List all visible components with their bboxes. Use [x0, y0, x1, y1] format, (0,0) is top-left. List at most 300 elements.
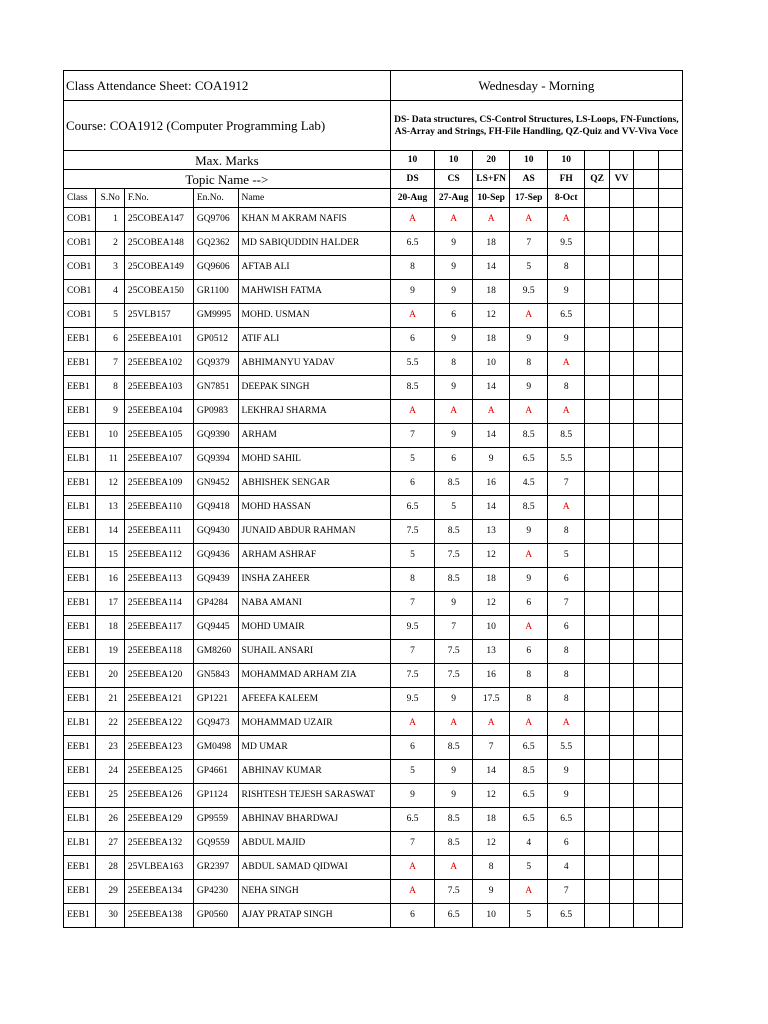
mark-cell: 8.5 [547, 424, 585, 448]
topic-name-cell: DS [390, 170, 435, 189]
session-title: Wednesday - Morning [390, 71, 682, 101]
enrollment-cell: GQ9390 [193, 424, 238, 448]
mark-cell: 7.5 [435, 640, 473, 664]
mark-cell: 4 [547, 856, 585, 880]
enrollment-cell: GQ9559 [193, 832, 238, 856]
empty-mark-cell [658, 664, 682, 688]
mark-cell: A [435, 856, 473, 880]
table-row [64, 400, 683, 424]
mark-cell: A [510, 400, 548, 424]
student-name-cell: AFTAB ALI [238, 256, 390, 280]
serial-cell: 25 [96, 784, 124, 808]
mark-cell: 8 [435, 352, 473, 376]
empty-mark-cell [634, 808, 658, 832]
mark-cell: 14 [472, 376, 510, 400]
date-header: 20-Aug [390, 189, 435, 208]
empty-mark-cell [609, 544, 633, 568]
serial-cell: 20 [96, 664, 124, 688]
sheet-title: Class Attendance Sheet: COA1912 [64, 71, 391, 101]
empty-mark-cell [658, 832, 682, 856]
mark-cell: 9.5 [390, 688, 435, 712]
empty-mark-cell [585, 352, 609, 376]
max-marks-cell: 10 [547, 151, 585, 170]
student-name-cell: KHAN M AKRAM NAFIS [238, 208, 390, 232]
empty-mark-cell [634, 448, 658, 472]
empty-mark-cell [609, 256, 633, 280]
file-number-cell: 25COBEA150 [124, 280, 193, 304]
empty-mark-cell [634, 856, 658, 880]
mark-cell: A [547, 400, 585, 424]
empty-mark-cell [634, 328, 658, 352]
mark-cell: 8.5 [435, 520, 473, 544]
mark-cell: 9 [472, 448, 510, 472]
table-row [64, 208, 683, 232]
mark-cell: A [435, 712, 473, 736]
empty-mark-cell [609, 568, 633, 592]
file-number-cell: 25EEBEA113 [124, 568, 193, 592]
serial-cell: 22 [96, 712, 124, 736]
empty-mark-cell [658, 472, 682, 496]
mark-cell: A [510, 208, 548, 232]
max-marks-cell [609, 151, 633, 170]
class-cell: EEB1 [64, 856, 96, 880]
mark-cell: A [472, 712, 510, 736]
student-name-cell: MD UMAR [238, 736, 390, 760]
empty-mark-cell [585, 208, 609, 232]
table-row [64, 520, 683, 544]
table-row [64, 760, 683, 784]
enrollment-cell: GP4284 [193, 592, 238, 616]
mark-cell: 9 [435, 760, 473, 784]
student-name-cell: MOHD. USMAN [238, 304, 390, 328]
max-marks-cell: 10 [510, 151, 548, 170]
enrollment-cell: GQ9394 [193, 448, 238, 472]
table-row [64, 784, 683, 808]
enrollment-cell: GN7851 [193, 376, 238, 400]
mark-cell: 5.5 [547, 736, 585, 760]
empty-mark-cell [658, 856, 682, 880]
mark-cell: 8 [390, 256, 435, 280]
mark-cell: 6.5 [547, 808, 585, 832]
date-header [634, 189, 658, 208]
empty-mark-cell [658, 520, 682, 544]
mark-cell: 7 [435, 616, 473, 640]
class-cell: ELB1 [64, 544, 96, 568]
empty-mark-cell [658, 304, 682, 328]
mark-cell: 6 [390, 328, 435, 352]
empty-mark-cell [658, 256, 682, 280]
mark-cell: 14 [472, 760, 510, 784]
empty-mark-cell [634, 496, 658, 520]
class-cell: ELB1 [64, 712, 96, 736]
mark-cell: 8 [547, 688, 585, 712]
empty-mark-cell [634, 544, 658, 568]
student-name-cell: MD SABIQUDDIN HALDER [238, 232, 390, 256]
empty-mark-cell [609, 736, 633, 760]
empty-mark-cell [585, 568, 609, 592]
student-name-cell: LEKHRAJ SHARMA [238, 400, 390, 424]
student-name-cell: MOHD HASSAN [238, 496, 390, 520]
mark-cell: 8 [510, 664, 548, 688]
class-cell: EEB1 [64, 904, 96, 928]
date-header: 8-Oct [547, 189, 585, 208]
class-cell: EEB1 [64, 568, 96, 592]
serial-cell: 3 [96, 256, 124, 280]
empty-mark-cell [585, 304, 609, 328]
empty-mark-cell [658, 880, 682, 904]
mark-cell: A [472, 208, 510, 232]
mark-cell: A [472, 400, 510, 424]
table-row [64, 832, 683, 856]
empty-mark-cell [585, 736, 609, 760]
mark-cell: A [547, 352, 585, 376]
mark-cell: 5.5 [390, 352, 435, 376]
student-name-cell: ABHISHEK SENGAR [238, 472, 390, 496]
mark-cell: A [510, 304, 548, 328]
empty-mark-cell [634, 904, 658, 928]
empty-mark-cell [658, 208, 682, 232]
class-cell: EEB1 [64, 400, 96, 424]
topic-name-label: Topic Name --> [64, 170, 391, 189]
mark-cell: A [547, 496, 585, 520]
empty-mark-cell [658, 232, 682, 256]
mark-cell: 6.5 [510, 448, 548, 472]
mark-cell: 8.5 [435, 568, 473, 592]
empty-mark-cell [634, 304, 658, 328]
class-cell: EEB1 [64, 352, 96, 376]
attendance-sheet [63, 70, 683, 928]
date-header: 17-Sep [510, 189, 548, 208]
empty-mark-cell [609, 904, 633, 928]
enrollment-cell: GQ9430 [193, 520, 238, 544]
student-name-cell: INSHA ZAHEER [238, 568, 390, 592]
mark-cell: 8 [547, 256, 585, 280]
topic-legend: DS- Data structures, CS-Control Structures, LS-Loops, FN-Functions, AS-Array and Strings, FH-File Handling, QZ-Quiz and VV-Viva Voce [390, 101, 682, 151]
enrollment-cell: GQ9473 [193, 712, 238, 736]
file-number-cell: 25EEBEA114 [124, 592, 193, 616]
enrollment-cell: GM0498 [193, 736, 238, 760]
student-name-cell: MOHAMMAD ARHAM ZIA [238, 664, 390, 688]
empty-mark-cell [634, 688, 658, 712]
student-name-cell: MOHD UMAIR [238, 616, 390, 640]
enrollment-cell: GQ2362 [193, 232, 238, 256]
file-number-cell: 25EEBEA117 [124, 616, 193, 640]
file-number-cell: 25EEBEA103 [124, 376, 193, 400]
mark-cell: 9 [435, 784, 473, 808]
table-row [64, 352, 683, 376]
empty-mark-cell [658, 448, 682, 472]
empty-mark-cell [634, 400, 658, 424]
max-marks-cell: 20 [472, 151, 510, 170]
mark-cell: 14 [472, 496, 510, 520]
empty-mark-cell [658, 400, 682, 424]
mark-cell: 18 [472, 568, 510, 592]
empty-mark-cell [585, 616, 609, 640]
serial-cell: 8 [96, 376, 124, 400]
mark-cell: 6 [390, 904, 435, 928]
column-header: F.No. [124, 189, 193, 208]
mark-cell: 8 [547, 520, 585, 544]
mark-cell: 7 [472, 736, 510, 760]
file-number-cell: 25COBEA148 [124, 232, 193, 256]
mark-cell: 5 [510, 256, 548, 280]
topic-name-cell: VV [609, 170, 633, 189]
mark-cell: A [547, 712, 585, 736]
serial-cell: 27 [96, 832, 124, 856]
enrollment-cell: GR2397 [193, 856, 238, 880]
mark-cell: A [390, 400, 435, 424]
empty-mark-cell [585, 808, 609, 832]
empty-mark-cell [634, 832, 658, 856]
student-name-cell: AJAY PRATAP SINGH [238, 904, 390, 928]
enrollment-cell: GQ9379 [193, 352, 238, 376]
max-marks-cell [658, 151, 682, 170]
file-number-cell: 25VLBEA163 [124, 856, 193, 880]
class-cell: COB1 [64, 280, 96, 304]
table-row [64, 304, 683, 328]
enrollment-cell: GP0512 [193, 328, 238, 352]
mark-cell: A [547, 208, 585, 232]
table-row [64, 376, 683, 400]
enrollment-cell: GP0560 [193, 904, 238, 928]
empty-mark-cell [658, 376, 682, 400]
empty-mark-cell [585, 280, 609, 304]
empty-mark-cell [585, 688, 609, 712]
mark-cell: 9 [435, 424, 473, 448]
empty-mark-cell [658, 616, 682, 640]
empty-mark-cell [585, 544, 609, 568]
serial-cell: 28 [96, 856, 124, 880]
mark-cell: 6.5 [435, 904, 473, 928]
table-row [64, 904, 683, 928]
mark-cell: A [510, 544, 548, 568]
empty-mark-cell [658, 712, 682, 736]
date-header [609, 189, 633, 208]
empty-mark-cell [585, 640, 609, 664]
enrollment-cell: GP1124 [193, 784, 238, 808]
empty-mark-cell [634, 208, 658, 232]
file-number-cell: 25EEBEA105 [124, 424, 193, 448]
empty-mark-cell [658, 592, 682, 616]
empty-mark-cell [585, 328, 609, 352]
student-name-cell: MOHD SAHIL [238, 448, 390, 472]
mark-cell: 6 [547, 832, 585, 856]
empty-mark-cell [609, 520, 633, 544]
mark-cell: 5 [435, 496, 473, 520]
empty-mark-cell [658, 424, 682, 448]
student-name-cell: ABHINAV KUMAR [238, 760, 390, 784]
mark-cell: 12 [472, 592, 510, 616]
mark-cell: 7 [547, 472, 585, 496]
max-marks-label: Max. Marks [64, 151, 391, 170]
empty-mark-cell [658, 328, 682, 352]
file-number-cell: 25EEBEA129 [124, 808, 193, 832]
table-row [64, 448, 683, 472]
mark-cell: 7 [390, 424, 435, 448]
mark-cell: 9 [510, 568, 548, 592]
enrollment-cell: GQ9418 [193, 496, 238, 520]
mark-cell: 14 [472, 424, 510, 448]
topic-name-cell: FH [547, 170, 585, 189]
mark-cell: 8.5 [435, 832, 473, 856]
file-number-cell: 25EEBEA110 [124, 496, 193, 520]
mark-cell: 8 [472, 856, 510, 880]
empty-mark-cell [585, 448, 609, 472]
mark-cell: 6 [547, 616, 585, 640]
class-cell: EEB1 [64, 328, 96, 352]
student-name-cell: NABA AMANI [238, 592, 390, 616]
file-number-cell: 25COBEA147 [124, 208, 193, 232]
mark-cell: 8.5 [390, 376, 435, 400]
mark-cell: 4 [510, 832, 548, 856]
mark-cell: 8.5 [435, 808, 473, 832]
mark-cell: 9 [547, 280, 585, 304]
student-name-cell: ARHAM [238, 424, 390, 448]
serial-cell: 7 [96, 352, 124, 376]
mark-cell: 7 [510, 232, 548, 256]
serial-cell: 29 [96, 880, 124, 904]
topic-name-cell: LS+FN [472, 170, 510, 189]
mark-cell: 9 [390, 280, 435, 304]
empty-mark-cell [658, 640, 682, 664]
mark-cell: 9 [435, 328, 473, 352]
empty-mark-cell [634, 520, 658, 544]
serial-cell: 4 [96, 280, 124, 304]
empty-mark-cell [634, 664, 658, 688]
mark-cell: 10 [472, 352, 510, 376]
enrollment-cell: GQ9606 [193, 256, 238, 280]
mark-cell: A [510, 712, 548, 736]
empty-mark-cell [585, 832, 609, 856]
class-cell: EEB1 [64, 424, 96, 448]
mark-cell: 17.5 [472, 688, 510, 712]
empty-mark-cell [658, 352, 682, 376]
empty-mark-cell [609, 304, 633, 328]
table-row [64, 856, 683, 880]
mark-cell: 7 [390, 832, 435, 856]
empty-mark-cell [585, 232, 609, 256]
empty-mark-cell [634, 232, 658, 256]
serial-cell: 16 [96, 568, 124, 592]
table-row [64, 328, 683, 352]
mark-cell: 16 [472, 664, 510, 688]
file-number-cell: 25EEBEA123 [124, 736, 193, 760]
class-cell: ELB1 [64, 448, 96, 472]
mark-cell: A [390, 856, 435, 880]
mark-cell: 7.5 [390, 664, 435, 688]
class-cell: ELB1 [64, 808, 96, 832]
mark-cell: 8.5 [510, 424, 548, 448]
max-marks-cell: 10 [435, 151, 473, 170]
file-number-cell: 25EEBEA107 [124, 448, 193, 472]
topic-name-cell [634, 170, 658, 189]
date-header: 27-Aug [435, 189, 473, 208]
student-name-cell: AFEEFA KALEEM [238, 688, 390, 712]
enrollment-cell: GR1100 [193, 280, 238, 304]
class-cell: EEB1 [64, 688, 96, 712]
empty-mark-cell [634, 784, 658, 808]
serial-cell: 23 [96, 736, 124, 760]
empty-mark-cell [609, 424, 633, 448]
student-name-cell: ABDUL SAMAD QIDWAI [238, 856, 390, 880]
empty-mark-cell [585, 400, 609, 424]
mark-cell: A [435, 208, 473, 232]
empty-mark-cell [585, 664, 609, 688]
mark-cell: A [510, 880, 548, 904]
column-header: Name [238, 189, 390, 208]
mark-cell: 7 [390, 640, 435, 664]
mark-cell: 8.5 [510, 760, 548, 784]
empty-mark-cell [634, 880, 658, 904]
mark-cell: 9 [510, 376, 548, 400]
topic-name-cell: QZ [585, 170, 609, 189]
mark-cell: 13 [472, 520, 510, 544]
file-number-cell: 25VLB157 [124, 304, 193, 328]
file-number-cell: 25EEBEA120 [124, 664, 193, 688]
mark-cell: 5 [547, 544, 585, 568]
file-number-cell: 25EEBEA102 [124, 352, 193, 376]
empty-mark-cell [634, 616, 658, 640]
empty-mark-cell [634, 352, 658, 376]
course-title: Course: COA1912 (Computer Programming Lab) [64, 101, 391, 151]
column-header: S.No [96, 189, 124, 208]
mark-cell: 8.5 [435, 472, 473, 496]
class-cell: EEB1 [64, 760, 96, 784]
serial-cell: 1 [96, 208, 124, 232]
empty-mark-cell [609, 352, 633, 376]
class-cell: EEB1 [64, 664, 96, 688]
enrollment-cell: GM9995 [193, 304, 238, 328]
mark-cell: 10 [472, 616, 510, 640]
table-row [64, 256, 683, 280]
mark-cell: 8 [547, 376, 585, 400]
column-header: En.No. [193, 189, 238, 208]
empty-mark-cell [585, 256, 609, 280]
file-number-cell: 25EEBEA126 [124, 784, 193, 808]
mark-cell: 10 [472, 904, 510, 928]
mark-cell: A [390, 712, 435, 736]
mark-cell: 9.5 [390, 616, 435, 640]
serial-cell: 24 [96, 760, 124, 784]
mark-cell: 7.5 [435, 880, 473, 904]
empty-mark-cell [658, 544, 682, 568]
table-row [64, 424, 683, 448]
empty-mark-cell [634, 736, 658, 760]
enrollment-cell: GN5843 [193, 664, 238, 688]
mark-cell: 6.5 [510, 808, 548, 832]
empty-mark-cell [634, 256, 658, 280]
empty-mark-cell [658, 904, 682, 928]
mark-cell: 6 [390, 736, 435, 760]
date-header: 10-Sep [472, 189, 510, 208]
table-row [64, 688, 683, 712]
mark-cell: 14 [472, 256, 510, 280]
mark-cell: 9 [435, 376, 473, 400]
table-row [64, 664, 683, 688]
serial-cell: 30 [96, 904, 124, 928]
enrollment-cell: GN9452 [193, 472, 238, 496]
empty-mark-cell [634, 424, 658, 448]
date-header [585, 189, 609, 208]
mark-cell: 8 [547, 640, 585, 664]
mark-cell: 8 [547, 664, 585, 688]
empty-mark-cell [609, 784, 633, 808]
enrollment-cell: GP0983 [193, 400, 238, 424]
empty-mark-cell [609, 664, 633, 688]
empty-mark-cell [609, 616, 633, 640]
topic-name-cell: AS [510, 170, 548, 189]
empty-mark-cell [609, 832, 633, 856]
